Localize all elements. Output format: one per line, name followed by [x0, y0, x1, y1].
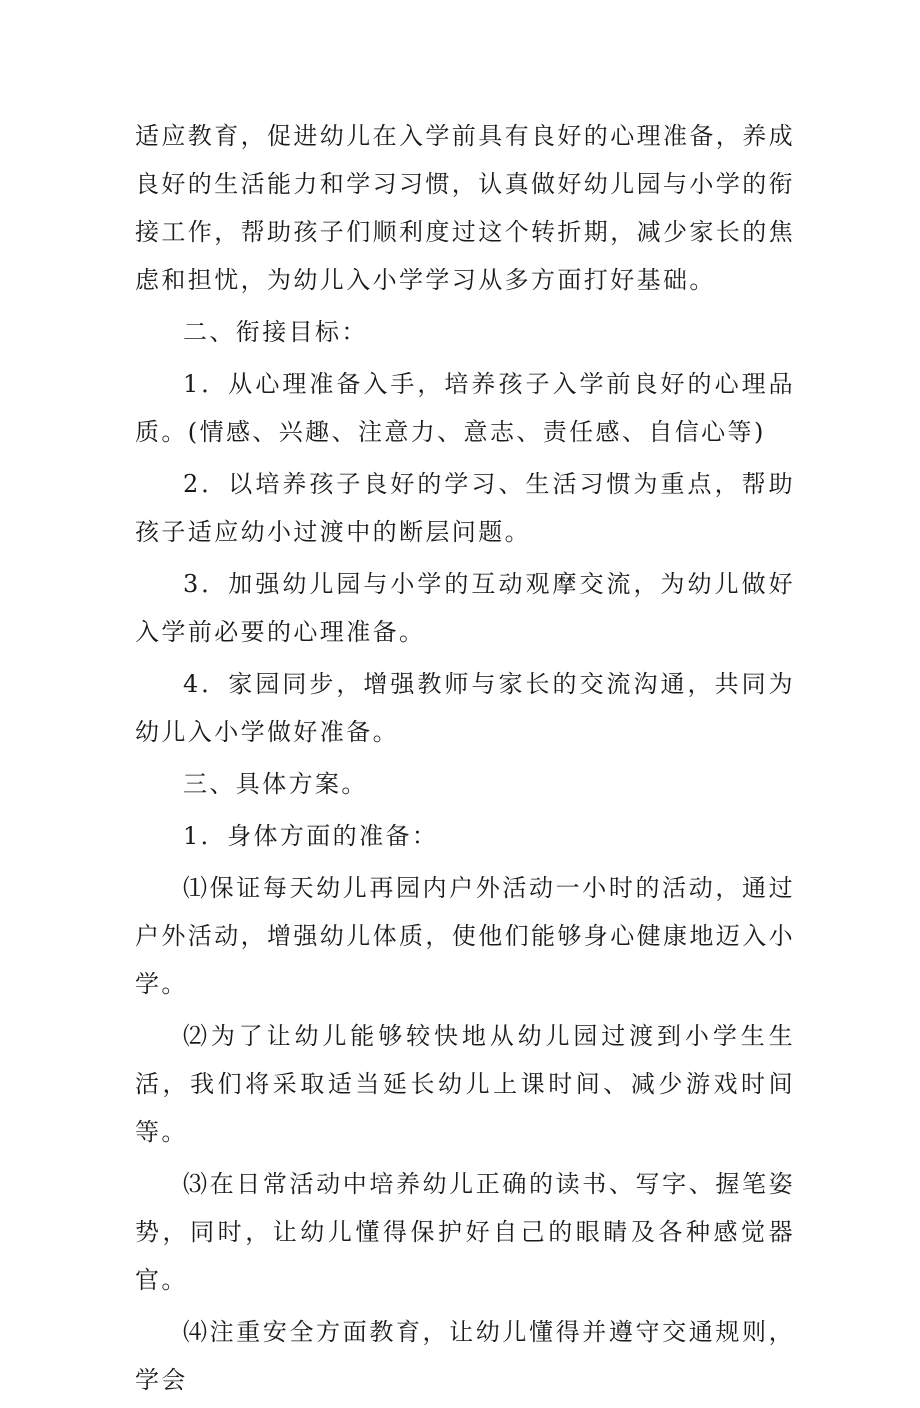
section-heading-plan: 三、具体方案。	[183, 770, 368, 798]
paragraph-intro: 适应教育，促进幼儿在入学前具有良好的心理准备，养成良好的生活能力和学习习惯，认真做好幼儿园与小学的衔接工作，帮助孩子们顺利度过这个转折期，减少家长的焦虑和担忧，为幼儿入小学学习从多方面打好基础。	[135, 122, 795, 294]
goal-item-1: 1．从心理准备入手，培养孩子入学前良好的心理品质。(情感、兴趣、注意力、意志、责任感、自信心等)	[135, 370, 795, 446]
plan-subitem-2: ⑵为了让幼儿能够较快地从幼儿园过渡到小学生生活，我们将采取适当延长幼儿上课时间、减少游戏时间等。	[135, 1022, 795, 1146]
goal-item-4: 4．家园同步，增强教师与家长的交流沟通，共同为幼儿入小学做好准备。	[135, 670, 795, 746]
goal-item-3: 3．加强幼儿园与小学的互动观摩交流，为幼儿做好入学前必要的心理准备。	[135, 570, 795, 646]
plan-subitem-1: ⑴保证每天幼儿再园内户外活动一小时的活动，通过户外活动，增强幼儿体质，使他们能够身心健康地迈入小学。	[135, 874, 795, 998]
document-body	[135, 112, 795, 1408]
goal-item-2: 2．以培养孩子良好的学习、生活习惯为重点，帮助孩子适应幼小过渡中的断层问题。	[135, 470, 795, 546]
plan-subitem-3: ⑶在日常活动中培养幼儿正确的读书、写字、握笔姿势，同时，让幼儿懂得保护好自己的眼睛及各种感觉器官。	[135, 1170, 795, 1294]
section-heading-goals: 二、衔接目标：	[183, 318, 368, 346]
plan-subitem-4: ⑷注重安全方面教育，让幼儿懂得并遵守交通规则，学会	[135, 1318, 795, 1394]
plan-item-1-title: 1．身体方面的准备：	[183, 822, 439, 850]
